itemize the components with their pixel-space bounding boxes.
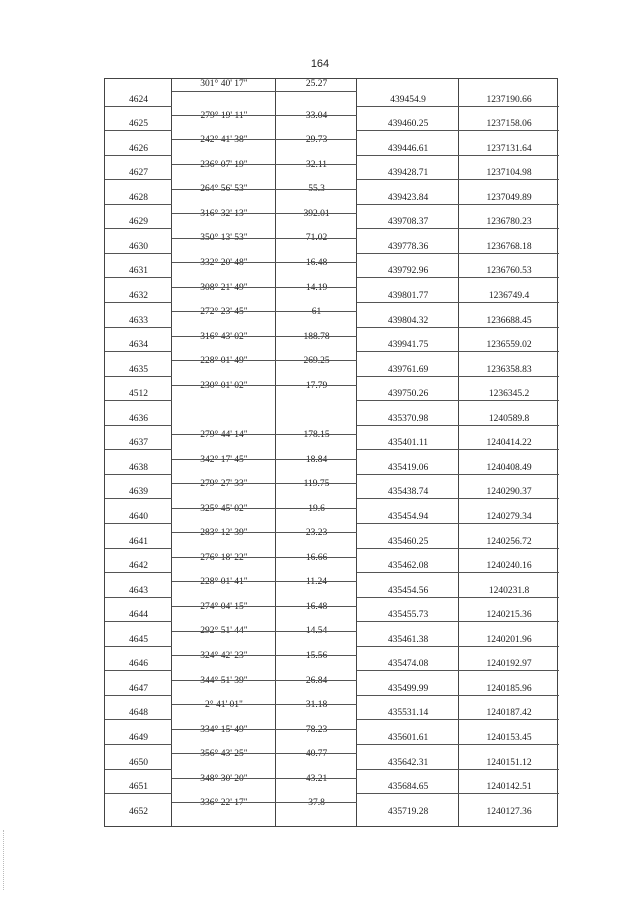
point-id-cell: 4632 [129,291,148,302]
row-divider [172,336,357,337]
east-coordinate-cell: 1237131.64 [486,143,532,154]
row-divider [172,778,357,779]
row-divider [172,91,357,92]
row-divider [357,719,559,720]
distance-cell: 78.23 [305,724,328,735]
point-id-cell: 4626 [129,143,148,154]
north-coordinate-cell: 435438.74 [387,487,429,498]
bearing-cell: 292° 51' 44" [200,626,248,637]
point-id-cell: 4647 [129,683,148,694]
row-divider [105,449,172,450]
row-divider [357,769,559,770]
east-coordinate-cell: 1240240.16 [486,561,532,572]
bearing-cell: 272° 23' 45" [200,307,248,318]
distance-cell: 15.56 [305,650,328,661]
north-coordinate-cell: 435474.08 [387,659,429,670]
east-coordinate-cell: 1236688.45 [486,315,532,326]
row-divider [357,253,559,254]
point-id-cell: 4652 [129,806,148,817]
row-divider [357,449,559,450]
bearing-cell: 283° 12' 39" [200,528,248,539]
row-divider [172,115,357,116]
north-coordinate-cell: 435401.11 [387,438,429,449]
distance-cell: 61 [311,307,322,318]
distance-cell: 31.18 [305,700,328,711]
row-divider [105,376,172,377]
east-coordinate-cell: 1237158.06 [486,119,532,130]
row-divider [172,532,357,533]
row-divider [172,311,357,312]
row-divider [357,302,559,303]
row-divider [357,474,559,475]
point-id-cell: 4642 [129,561,148,572]
east-coordinate-cell: 1237104.98 [486,168,532,179]
east-coordinate-cell: 1240215.36 [486,610,532,621]
distance-cell: 18.84 [305,454,328,465]
row-divider [105,155,172,156]
point-id-cell: 4638 [129,462,148,473]
bearing-cell: 274° 04' 15" [200,601,248,612]
bearing-cell: 342° 17' 45" [200,454,248,465]
bearing-cell: 301° 40' 17" [200,79,248,90]
row-divider [105,597,172,598]
row-divider [105,523,172,524]
north-coordinate-cell: 435460.25 [387,536,429,547]
north-coordinate-cell: 435461.38 [387,634,429,645]
east-coordinate-cell: 1240127.36 [486,806,532,817]
distance-cell: 119.75 [303,479,330,490]
east-coordinate-cell: 1236780.23 [486,217,532,228]
point-id-cell: 4627 [129,168,148,179]
bearing-cell: 228° 01' 41" [200,577,248,588]
bearing-cell: 325° 45' 02" [200,503,248,514]
north-coordinate-cell: 435455.73 [387,610,429,621]
point-id-cell: 4650 [129,757,148,768]
row-divider [172,631,357,632]
row-divider [105,474,172,475]
bearing-cell: 308° 21' 49" [200,282,248,293]
north-coordinate-cell: 435462.08 [387,561,429,572]
row-divider [172,483,357,484]
north-coordinate-cell: 435642.31 [387,757,429,768]
distance-cell: 17.79 [305,380,328,391]
row-divider [172,655,357,656]
point-id-cell: 4631 [129,266,148,277]
distance-cell: 14.19 [305,282,328,293]
row-divider [172,238,357,239]
north-coordinate-cell: 435719.28 [387,806,429,817]
row-divider [172,729,357,730]
distance-cell: 32.11 [305,159,328,170]
north-coordinate-cell: 439460.25 [387,119,429,130]
north-coordinate-cell: 439941.75 [387,340,429,351]
east-coordinate-cell: 1240589.8 [488,413,530,424]
north-coordinate-cell: 439446.61 [387,143,429,154]
point-id-cell: 4651 [129,782,148,793]
point-id-cell: 4644 [129,610,148,621]
row-divider [105,425,172,426]
row-divider [172,606,357,607]
row-divider [172,213,357,214]
north-coordinate-cell: 435601.61 [387,733,429,744]
bearing-cell: 316° 32' 13" [200,208,248,219]
row-divider [172,557,357,558]
row-divider [172,753,357,754]
row-divider [357,670,559,671]
distance-cell: 37.8 [308,798,325,809]
row-divider [357,155,559,156]
east-coordinate-cell: 1240201.96 [486,634,532,645]
bearing-cell: 279° 44' 14" [200,429,248,440]
bearing-cell: 336° 22' 17" [200,798,248,809]
bearing-cell: 350° 13' 53" [200,233,248,244]
point-id-cell: 4637 [129,438,148,449]
distance-cell: 55.3 [308,184,325,195]
row-divider [357,793,559,794]
row-divider [105,228,172,229]
row-divider [172,704,357,705]
east-coordinate-cell: 1236760.53 [486,266,532,277]
row-divider [357,228,559,229]
distance-cell: 11.24 [305,577,328,588]
east-coordinate-cell: 1240187.42 [486,708,532,719]
east-coordinate-cell: 1236559.02 [486,340,532,351]
distance-cell: 40.77 [305,749,328,760]
page-number: 164 [310,58,330,70]
row-divider [105,769,172,770]
row-divider [105,179,172,180]
point-id-cell: 4624 [129,94,148,105]
distance-cell: 29.73 [305,135,328,146]
row-divider [172,189,357,190]
point-id-cell: 4636 [129,413,148,424]
east-coordinate-cell: 1240151.12 [486,757,532,768]
row-divider [105,400,172,401]
distance-cell: 16.48 [305,258,328,269]
bearing-cell: 230° 01' 02" [200,380,248,391]
row-divider [357,400,559,401]
distance-cell: 392.01 [303,208,330,219]
row-divider [172,287,357,288]
bearing-cell: 279° 27' 33" [200,479,248,490]
bearing-cell: 332° 20' 48" [200,258,248,269]
row-divider [105,744,172,745]
row-divider [357,597,559,598]
north-coordinate-cell: 439454.9 [390,94,426,105]
bearing-cell: 242° 41' 38" [200,135,248,146]
point-id-cell: 4640 [129,512,148,523]
distance-cell: 16.48 [305,601,328,612]
north-coordinate-cell: 439778.36 [387,241,429,252]
east-coordinate-cell: 1237190.66 [486,94,532,105]
row-divider [357,548,559,549]
point-id-cell: 4639 [129,487,148,498]
north-coordinate-cell: 435454.56 [387,585,429,596]
row-divider [357,351,559,352]
row-divider [357,204,559,205]
row-divider [357,130,559,131]
row-divider [357,695,559,696]
north-coordinate-cell: 439801.77 [387,291,429,302]
distance-cell: 269.25 [303,356,330,367]
row-divider [172,262,357,263]
bearing-cell: 334° 15' 49" [200,724,248,735]
row-divider [105,719,172,720]
row-divider [105,130,172,131]
row-divider [105,204,172,205]
point-id-cell: 4625 [129,119,148,130]
row-divider [357,106,559,107]
row-divider [357,376,559,377]
point-id-cell: 4628 [129,192,148,203]
east-coordinate-cell: 1236345.2 [488,389,530,400]
row-divider [357,277,559,278]
north-coordinate-cell: 439423.84 [387,192,429,203]
point-id-cell: 4630 [129,241,148,252]
row-divider [357,327,559,328]
bearing-cell: 279° 19' 11" [200,110,248,121]
point-id-cell: 4641 [129,536,148,547]
north-coordinate-cell: 439792.96 [387,266,429,277]
east-coordinate-cell: 1240290.37 [486,487,532,498]
north-coordinate-cell: 435419.06 [387,462,429,473]
row-divider [105,670,172,671]
north-coordinate-cell: 435531.14 [387,708,429,719]
row-divider [172,385,357,386]
bearing-cell: 228° 01' 49" [200,356,248,367]
east-coordinate-cell: 1240185.96 [486,683,532,694]
point-id-cell: 4512 [129,389,148,400]
row-divider [357,498,559,499]
row-divider [105,548,172,549]
distance-cell: 188.78 [303,331,330,342]
point-id-cell: 4649 [129,733,148,744]
bearing-cell: 316° 43' 02" [200,331,248,342]
north-coordinate-cell: 435454.94 [387,512,429,523]
bearing-cell: 264° 56' 53" [200,184,248,195]
row-divider [172,139,357,140]
distance-cell: 25.27 [305,79,328,90]
east-coordinate-cell: 1236358.83 [486,364,532,375]
north-coordinate-cell: 439428.71 [387,168,429,179]
east-coordinate-cell: 1240231.8 [488,585,530,596]
bearing-cell: 344° 51' 39" [200,675,248,686]
point-id-cell: 4635 [129,364,148,375]
point-id-cell: 4643 [129,585,148,596]
bearing-cell: 324° 42' 23" [200,650,248,661]
north-coordinate-cell: 435499.99 [387,683,429,694]
scan-edge-mark [3,830,5,890]
row-divider [357,646,559,647]
north-coordinate-cell: 439708.37 [387,217,429,228]
east-coordinate-cell: 1237049.89 [486,192,532,203]
east-coordinate-cell: 1240192.97 [486,659,532,670]
east-coordinate-cell: 1240414.22 [486,438,532,449]
distance-cell: 71.02 [305,233,328,244]
row-divider [172,680,357,681]
distance-cell: 178.15 [303,429,330,440]
east-coordinate-cell: 1240279.34 [486,512,532,523]
bearing-cell: 356° 43' 25" [200,749,248,760]
row-divider [105,106,172,107]
row-divider [105,572,172,573]
row-divider [105,351,172,352]
north-coordinate-cell: 439750.26 [387,389,429,400]
row-divider [357,425,559,426]
east-coordinate-cell: 1236749.4 [488,291,530,302]
bearing-cell: 276° 18' 22" [200,552,248,563]
point-id-cell: 4629 [129,217,148,228]
row-divider [357,179,559,180]
north-coordinate-cell: 439761.69 [387,364,429,375]
north-coordinate-cell: 435684.65 [387,782,429,793]
row-divider [172,434,357,435]
row-divider [172,508,357,509]
distance-cell: 26.84 [305,675,328,686]
row-divider [172,581,357,582]
row-divider [172,802,357,803]
row-divider [105,327,172,328]
row-divider [105,621,172,622]
distance-cell: 14.54 [305,626,328,637]
north-coordinate-cell: 435370.98 [387,413,429,424]
row-divider [105,277,172,278]
row-divider [105,695,172,696]
north-coordinate-cell: 439804.32 [387,315,429,326]
east-coordinate-cell: 1236768.18 [486,241,532,252]
east-coordinate-cell: 1240256.72 [486,536,532,547]
row-divider [357,572,559,573]
row-divider [105,793,172,794]
row-divider [357,621,559,622]
point-id-cell: 4648 [129,708,148,719]
row-divider [172,164,357,165]
row-divider [105,253,172,254]
point-id-cell: 4646 [129,659,148,670]
bearing-cell: 348° 30' 20" [200,773,248,784]
east-coordinate-cell: 1240408.49 [486,462,532,473]
point-id-cell: 4645 [129,634,148,645]
row-divider [357,523,559,524]
distance-cell: 16.66 [305,552,328,563]
point-id-cell: 4634 [129,340,148,351]
east-coordinate-cell: 1240153.45 [486,733,532,744]
row-divider [105,646,172,647]
bearing-cell: 236° 07' 19" [200,159,248,170]
row-divider [172,360,357,361]
distance-cell: 43.21 [305,773,328,784]
row-divider [105,498,172,499]
bearing-cell: 2° 41' 01" [205,700,243,711]
east-coordinate-cell: 1240142.51 [486,782,532,793]
distance-cell: 19.6 [308,503,325,514]
point-id-cell: 4633 [129,315,148,326]
row-divider [172,459,357,460]
row-divider [105,302,172,303]
distance-cell: 33.04 [305,110,328,121]
distance-cell: 23.23 [305,528,328,539]
row-divider [357,744,559,745]
survey-coordinates-table [104,78,558,827]
